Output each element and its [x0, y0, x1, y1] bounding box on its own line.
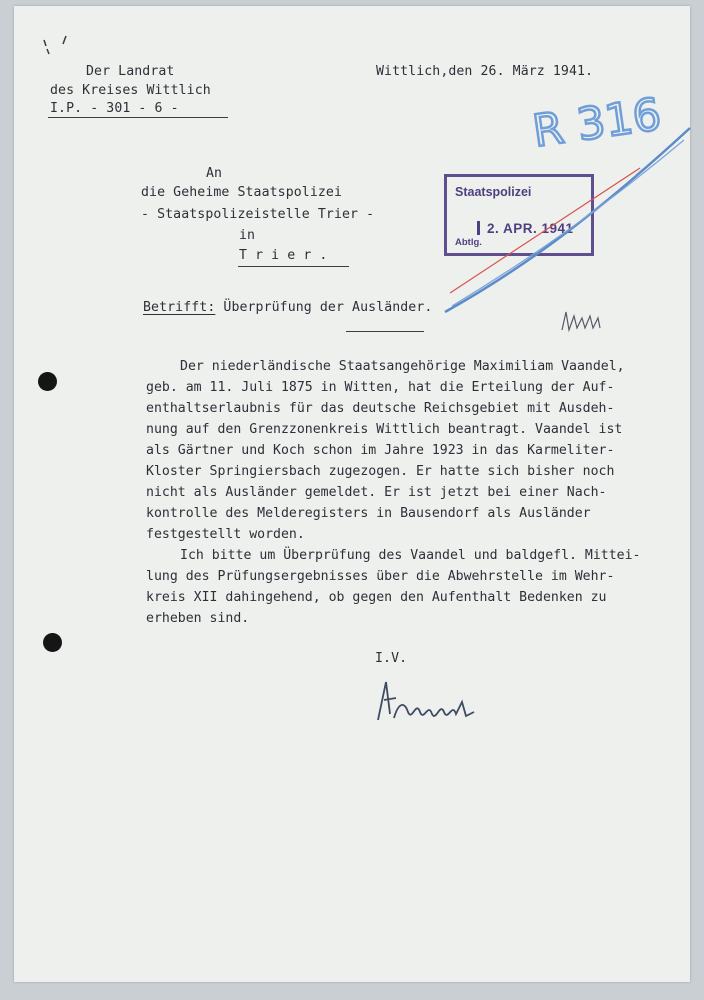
body-line: enthaltserlaubnis für das deutsche Reichsgebiet mit Ausdeh- [146, 401, 615, 416]
addressee-line-4: in [239, 228, 256, 243]
sender-line-1: Der Landrat [86, 64, 175, 79]
signature [378, 682, 474, 720]
subject-label: Betrifft: [143, 300, 216, 315]
body-line: lung des Prüfungsergebnisses über die Abwehrstelle im Wehr- [146, 569, 615, 584]
addressee-line-3: - Staatspolizeistelle Trier - [141, 207, 375, 222]
addressee-line-2: die Geheime Staatspolizei [141, 185, 342, 200]
body-line: erheben sind. [146, 611, 250, 626]
stamp-date: 2. APR. 1941 [487, 221, 574, 236]
body-line: festgestellt worden. [146, 527, 305, 542]
addressee-line-1: An [206, 166, 223, 181]
reference-handwriting: R 316 [529, 88, 665, 158]
subject-text: Überprüfung der Ausländer. [215, 300, 433, 315]
stamp-department: Abtlg. [455, 237, 482, 248]
stamp-office: Staatspolizei [455, 185, 532, 199]
addressee-line-5: T r i e r . [239, 248, 328, 263]
body-line: Kloster Springiersbach zugezogen. Er hatte sich bisher noch [146, 464, 615, 479]
body-line: nung auf den Grenzzonenkreis Wittlich beantragt. Vaandel ist [146, 422, 623, 437]
body-line: als Gärtner und Koch schon im Jahre 1923 in das Karmeliter- [146, 443, 615, 458]
body-line: kreis XII dahingehend, ob gegen den Aufenthalt Bedenken zu [146, 590, 607, 605]
sender-line-2: des Kreises Wittlich [50, 83, 211, 98]
date-line: Wittlich,den 26. März 1941. [376, 64, 594, 79]
closing-iv: I.V. [375, 651, 408, 666]
body-line: Ich bitte um Überprüfung des Vaandel und baldgefl. Mittei- [180, 548, 641, 563]
margin-tick-marks [44, 36, 66, 54]
reference-number: I.P. - 301 - 6 - [50, 101, 179, 116]
body-line: geb. am 11. Juli 1875 in Witten, hat die Erteilung der Auf- [146, 380, 615, 395]
body-line: Der niederländische Staatsangehörige Maximiliam Vaandel, [180, 359, 625, 374]
body-line: kontrolle des Melderegisters in Bausendorf als Ausländer [146, 506, 591, 521]
body-line: nicht als Ausländer gemeldet. Er ist jetzt bei einer Nach- [146, 485, 607, 500]
blue-crayon-line [445, 128, 690, 312]
red-pencil-line [450, 168, 640, 293]
margin-initials [562, 312, 600, 330]
